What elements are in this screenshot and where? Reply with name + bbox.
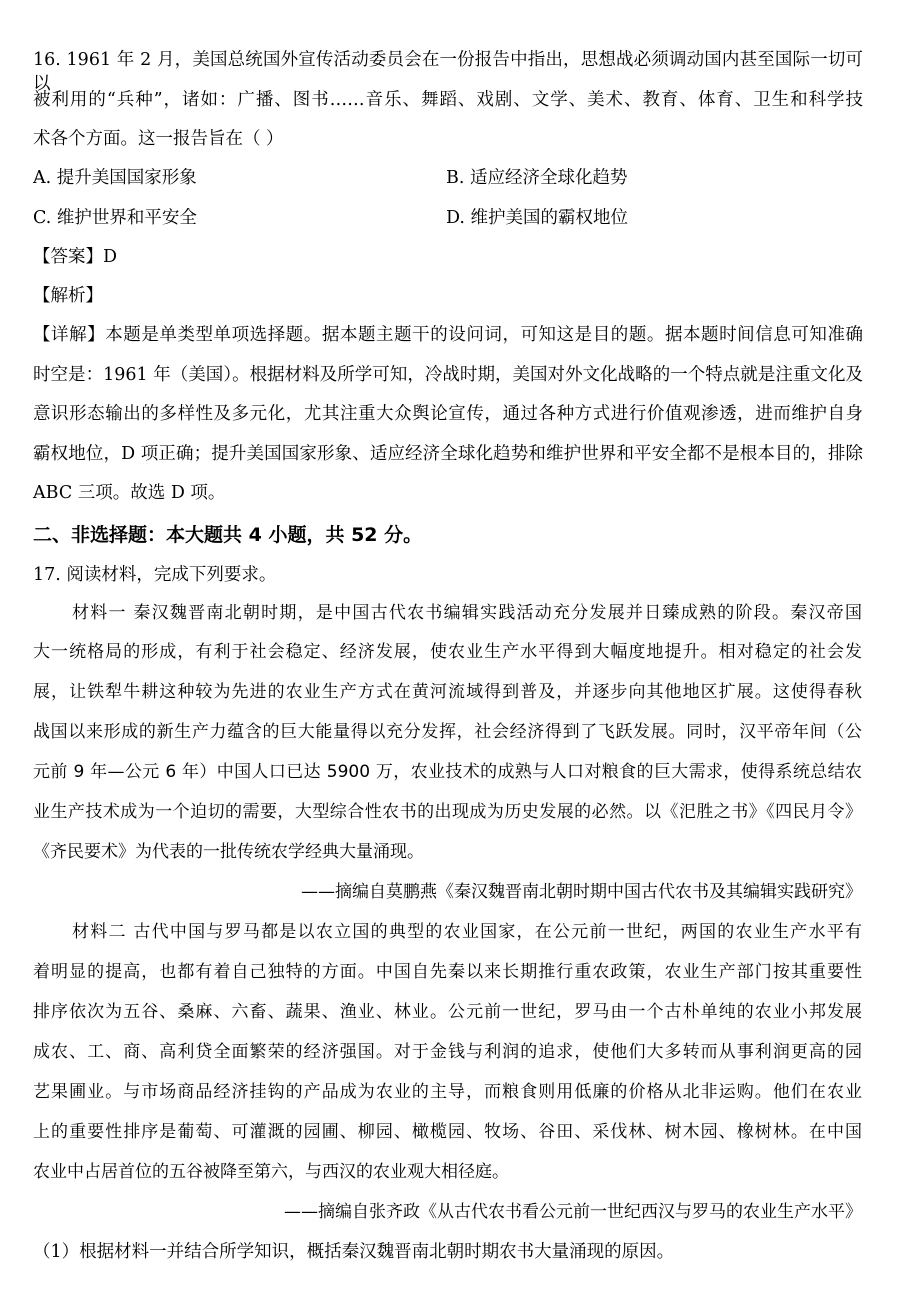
q16-detail-line-3: 意识形态输出的多样性及多元化，尤其注重大众舆论宣传，通过各种方式进行价值观渗透，进而维护自身 xyxy=(33,404,863,424)
material2-line-2: 着明显的提高，也都有着自己独特的方面。中国自先秦以来长期推行重农政策，农业生产部门按其重要性 xyxy=(33,962,862,982)
material2-line-1: 材料二 古代中国与罗马都是以农立国的典型的农业国家，在公元前一世纪，两国的农业生产水平有 xyxy=(72,922,862,942)
q16-stem-line-2: 被利用的“兵种”，诸如：广播、图书……音乐、舞蹈、戏剧、文学、美术、教育、体育、卫生和科学技 xyxy=(33,90,863,110)
q16-option-a: A. 提升美国国家形象 xyxy=(33,168,197,188)
q17-sub-question-1: （1）根据材料一并结合所学知识，概括秦汉魏晋南北朝时期农书大量涌现的原因。 xyxy=(33,1242,675,1262)
section-2-title: 二、非选择题：本大题共 4 小题，共 52 分。 xyxy=(33,524,423,546)
material2-line-5: 艺果圃业。与市场商品经济挂钩的产品成为农业的主导，而粮食则用低廉的价格从北非运购。他们在农业 xyxy=(33,1082,862,1102)
material2-line-7: 农业中占居首位的五谷被降至第六，与西汉的农业观大相径庭。 xyxy=(33,1162,509,1182)
material2-line-3: 排序依次为五谷、桑麻、六畜、蔬果、渔业、林业。公元前一世纪，罗马由一个古朴单纯的农业小邦发展 xyxy=(33,1002,862,1022)
q16-detail-line-4: 霸权地位，D 项正确；提升美国国家形象、适应经济全球化趋势和维护世界和平安全都不是根本目的，排除 xyxy=(33,444,863,464)
q16-detail-line-1: 【详解】本题是单类型单项选择题。据本题主题干的设问词，可知这是目的题。据本题时间信息可知准确 xyxy=(33,325,863,345)
material1-line-5: 元前 9 年—公元 6 年）中国人口已达 5900 万，农业技术的成熟与人口对粮食的巨大需求，使得系统总结农 xyxy=(33,762,862,782)
material1-line-3: 展，让铁犁牛耕这种较为先进的农业生产方式在黄河流域得到普及，并逐步向其他地区扩展。这使得春秋 xyxy=(33,682,862,702)
material1-line-1: 材料一 秦汉魏晋南北朝时期，是中国古代农书编辑实践活动充分发展并日臻成熟的阶段。秦汉帝国 xyxy=(72,603,862,623)
q16-option-d: D. 维护美国的霸权地位 xyxy=(446,208,629,228)
material2-line-6: 上的重要性排序是葡萄、可灌溉的园圃、柳园、橄榄园、牧场、谷田、采伐林、树木园、橡树林。在中国 xyxy=(33,1122,862,1142)
q16-stem-line-1: 16. 1961 年 2 月，美国总统国外宣传活动委员会在一份报告中指出，思想战必须调动国内甚至国际一切可以 xyxy=(33,50,863,94)
material1-source: ——摘编自莫鹏燕《秦汉魏晋南北朝时期中国古代农书及其编辑实践研究》 xyxy=(301,882,862,902)
material2-source: ——摘编自张齐政《从古代农书看公元前一世纪西汉与罗马的农业生产水平》 xyxy=(284,1202,862,1222)
q16-detail-line-5: ABC 三项。故选 D 项。 xyxy=(33,483,226,503)
material2-line-4: 成农、工、商、高利贷全面繁荣的经济强国。对于金钱与利润的追求，使他们大多转而从事利润更高的园 xyxy=(33,1042,862,1062)
q16-answer: 【答案】D xyxy=(33,247,118,267)
q16-analysis-label: 【解析】 xyxy=(33,286,103,306)
q16-stem-line-3: 术各个方面。这一报告旨在（ ） xyxy=(33,129,284,149)
q16-option-b: B. 适应经济全球化趋势 xyxy=(446,168,628,188)
material1-line-7: 《齐民要术》为代表的一批传统农学经典大量涌现。 xyxy=(33,842,424,862)
q16-detail-line-2: 时空是：1961 年（美国）。根据材料及所学可知，冷战时期，美国对外文化战略的一个特点就是注重文化及 xyxy=(33,365,863,385)
material1-line-2: 大一统格局的形成，有利于社会稳定、经济发展，使农业生产水平得到大幅度地提升。相对稳定的社会发 xyxy=(33,642,862,662)
material1-line-4: 战国以来形成的新生产力蕴含的巨大能量得以充分发挥，社会经济得到了飞跃发展。同时，汉平帝年间（公 xyxy=(33,722,862,742)
q16-option-c: C. 维护世界和平安全 xyxy=(33,208,197,228)
material1-line-6: 业生产技术成为一个迫切的需要，大型综合性农书的出现成为历史发展的必然。以《汜胜之书》《四民月令》 xyxy=(33,802,862,822)
q17-stem: 17. 阅读材料，完成下列要求。 xyxy=(33,565,277,585)
